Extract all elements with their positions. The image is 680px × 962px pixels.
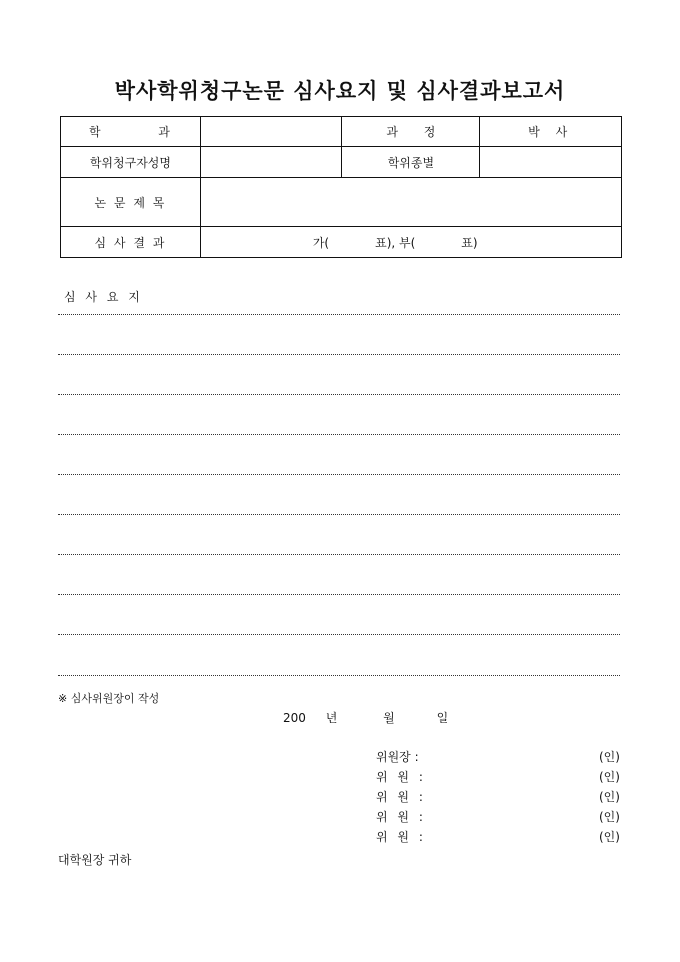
department-label-cell <box>61 117 201 147</box>
summary-line[interactable] <box>58 354 620 355</box>
result-pass-unit: 표), 부( <box>375 235 416 250</box>
thesis-title-value-cell[interactable] <box>200 178 621 227</box>
applicant-label: 학위청구자성명 <box>89 155 171 170</box>
summary-line[interactable] <box>58 514 620 515</box>
summary-line[interactable] <box>58 474 620 475</box>
committee-member-seal[interactable]: (인) <box>599 770 620 784</box>
result-label: 심 사 결 과 <box>94 235 167 250</box>
date-day-unit: 일 <box>436 711 449 725</box>
summary-line[interactable] <box>58 434 620 435</box>
degree-type-label-cell <box>342 147 480 178</box>
department-value-cell[interactable] <box>200 117 342 147</box>
summary-line[interactable] <box>58 634 620 635</box>
thesis-title-label-cell <box>61 178 201 227</box>
table-row-result <box>61 227 622 258</box>
date-month-unit: 월 <box>383 711 395 725</box>
committee-chair-label: 위원장 : <box>376 750 419 764</box>
department-label-b: 과 <box>158 125 170 139</box>
course-label-a: 과 <box>386 125 399 139</box>
info-table <box>60 116 622 258</box>
summary-line[interactable] <box>58 394 620 395</box>
course-value: 박 사 <box>528 125 574 139</box>
applicant-label-cell <box>61 147 201 178</box>
committee-member-label: 위 원 : <box>376 810 426 824</box>
table-row-department <box>61 117 622 147</box>
committee-member-label: 위 원 : <box>376 790 426 804</box>
chair-note: ※ 심사위원장이 작성 <box>58 692 160 705</box>
summary-line[interactable] <box>58 675 620 676</box>
summary-line[interactable] <box>58 554 620 555</box>
course-label-b: 정 <box>423 125 436 139</box>
committee-member-label: 위 원 : <box>376 830 426 844</box>
committee-member-label: 위 원 : <box>376 770 426 784</box>
table-row-thesis-title <box>61 178 622 227</box>
committee-member-seal[interactable]: (인) <box>599 810 620 824</box>
applicant-value-cell[interactable] <box>200 147 342 178</box>
document-title: 박사학위청구논문 심사요지 및 심사결과보고서 <box>114 78 566 103</box>
course-label-cell <box>342 117 480 147</box>
summary-line[interactable] <box>58 314 620 315</box>
degree-type-label: 학위종별 <box>387 155 435 170</box>
committee-member-seal[interactable]: (인) <box>599 830 620 844</box>
result-pass: 가( <box>312 235 330 250</box>
degree-type-value-cell[interactable] <box>480 147 622 178</box>
committee-member-seal[interactable]: (인) <box>599 790 620 804</box>
date-year-unit: 년 <box>325 711 338 725</box>
result-label-cell <box>61 227 201 258</box>
date-line <box>283 709 448 726</box>
date-year: 200 <box>283 711 306 725</box>
summary-label: 심 사 요 지 <box>64 290 143 304</box>
course-value-cell <box>480 117 622 147</box>
department-label-a: 학 <box>89 125 101 139</box>
addressee: 대학원장 귀하 <box>58 853 132 867</box>
result-fail-unit: 표) <box>461 235 478 250</box>
summary-line[interactable] <box>58 594 620 595</box>
result-value-cell <box>200 227 621 258</box>
table-row-applicant <box>61 147 622 178</box>
committee-chair-seal[interactable]: (인) <box>599 750 620 764</box>
thesis-title-label: 논 문 제 목 <box>94 195 167 210</box>
